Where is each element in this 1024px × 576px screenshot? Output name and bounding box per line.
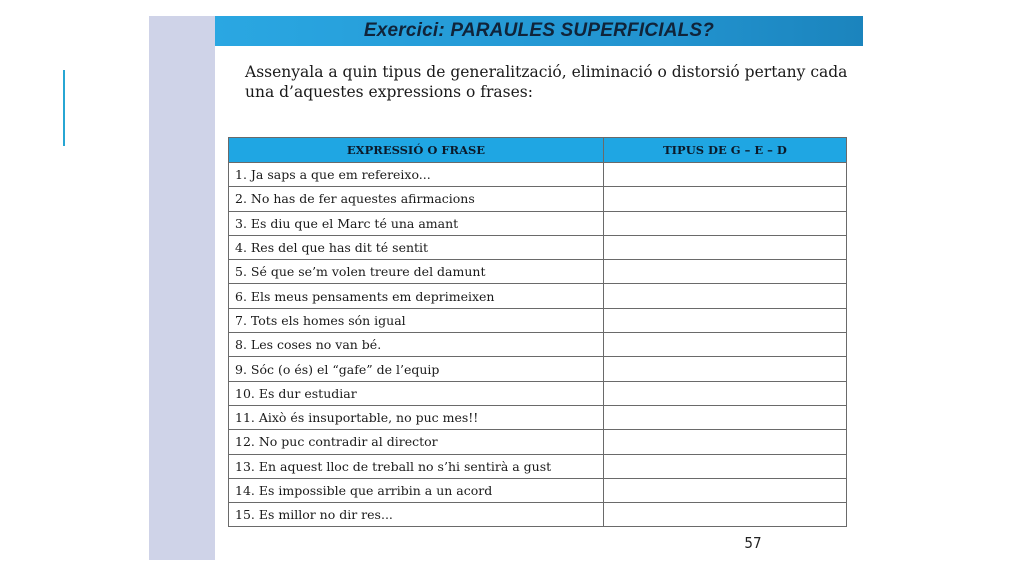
- slide-title: Exercici: PARAULES SUPERFICIALS?: [363, 20, 715, 41]
- table-row: [229, 235, 847, 259]
- expression-cell: 5. Sé que se’m volen treure del damunt: [229, 260, 604, 284]
- type-cell[interactable]: [604, 357, 847, 381]
- type-cell[interactable]: [604, 405, 847, 429]
- table-row: [229, 163, 847, 187]
- type-cell[interactable]: [604, 454, 847, 478]
- table-row: [229, 405, 847, 429]
- page-number: 57: [744, 534, 762, 552]
- type-cell[interactable]: [604, 503, 847, 527]
- table-row: [229, 357, 847, 381]
- table-row: [229, 478, 847, 502]
- table-row: [229, 211, 847, 235]
- type-cell[interactable]: [604, 260, 847, 284]
- type-cell[interactable]: [604, 381, 847, 405]
- expression-cell: 13. En aquest lloc de treball no s’hi sentirà a gust: [229, 454, 604, 478]
- type-cell[interactable]: [604, 478, 847, 502]
- header-type: TIPUS DE G – E – D: [604, 138, 847, 163]
- table-row: [229, 333, 847, 357]
- expression-cell: 9. Sóc (o és) el “gafe” de l’equip: [229, 357, 604, 381]
- expression-cell: 1. Ja saps a que em refereixo...: [229, 163, 604, 187]
- title-bar: [215, 16, 863, 46]
- type-cell[interactable]: [604, 211, 847, 235]
- exercise-table: [228, 137, 847, 527]
- expression-cell: 7. Tots els homes són igual: [229, 308, 604, 332]
- type-cell[interactable]: [604, 163, 847, 187]
- left-accent-line: [63, 70, 65, 146]
- expression-cell: 3. Es diu que el Marc té una amant: [229, 211, 604, 235]
- table-row: [229, 308, 847, 332]
- type-cell[interactable]: [604, 235, 847, 259]
- instruction-text: Assenyala a quin tipus de generalització, eliminació o distorsió pertany cada una d’aquestes expressions o frases:: [245, 63, 848, 101]
- table-row: [229, 381, 847, 405]
- expression-cell: 14. Es impossible que arribin a un acord: [229, 478, 604, 502]
- side-band: [149, 16, 215, 560]
- expression-cell: 12. No puc contradir al director: [229, 430, 604, 454]
- type-cell[interactable]: [604, 430, 847, 454]
- expression-cell: 4. Res del que has dit té sentit: [229, 235, 604, 259]
- table-row: [229, 284, 847, 308]
- expression-cell: 8. Les coses no van bé.: [229, 333, 604, 357]
- header-expression: EXPRESSIÓ O FRASE: [229, 138, 604, 163]
- table-row: [229, 260, 847, 284]
- table-row: [229, 430, 847, 454]
- expression-cell: 6. Els meus pensaments em deprimeixen: [229, 284, 604, 308]
- table-row: [229, 187, 847, 211]
- expression-cell: 10. Es dur estudiar: [229, 381, 604, 405]
- type-cell[interactable]: [604, 308, 847, 332]
- table-header-row: [229, 138, 847, 163]
- type-cell[interactable]: [604, 333, 847, 357]
- type-cell[interactable]: [604, 187, 847, 211]
- expression-cell: 2. No has de fer aquestes afirmacions: [229, 187, 604, 211]
- expression-cell: 15. Es millor no dir res...: [229, 503, 604, 527]
- type-cell[interactable]: [604, 284, 847, 308]
- expression-cell: 11. Això és insuportable, no puc mes!!: [229, 405, 604, 429]
- table-row: [229, 503, 847, 527]
- table-row: [229, 454, 847, 478]
